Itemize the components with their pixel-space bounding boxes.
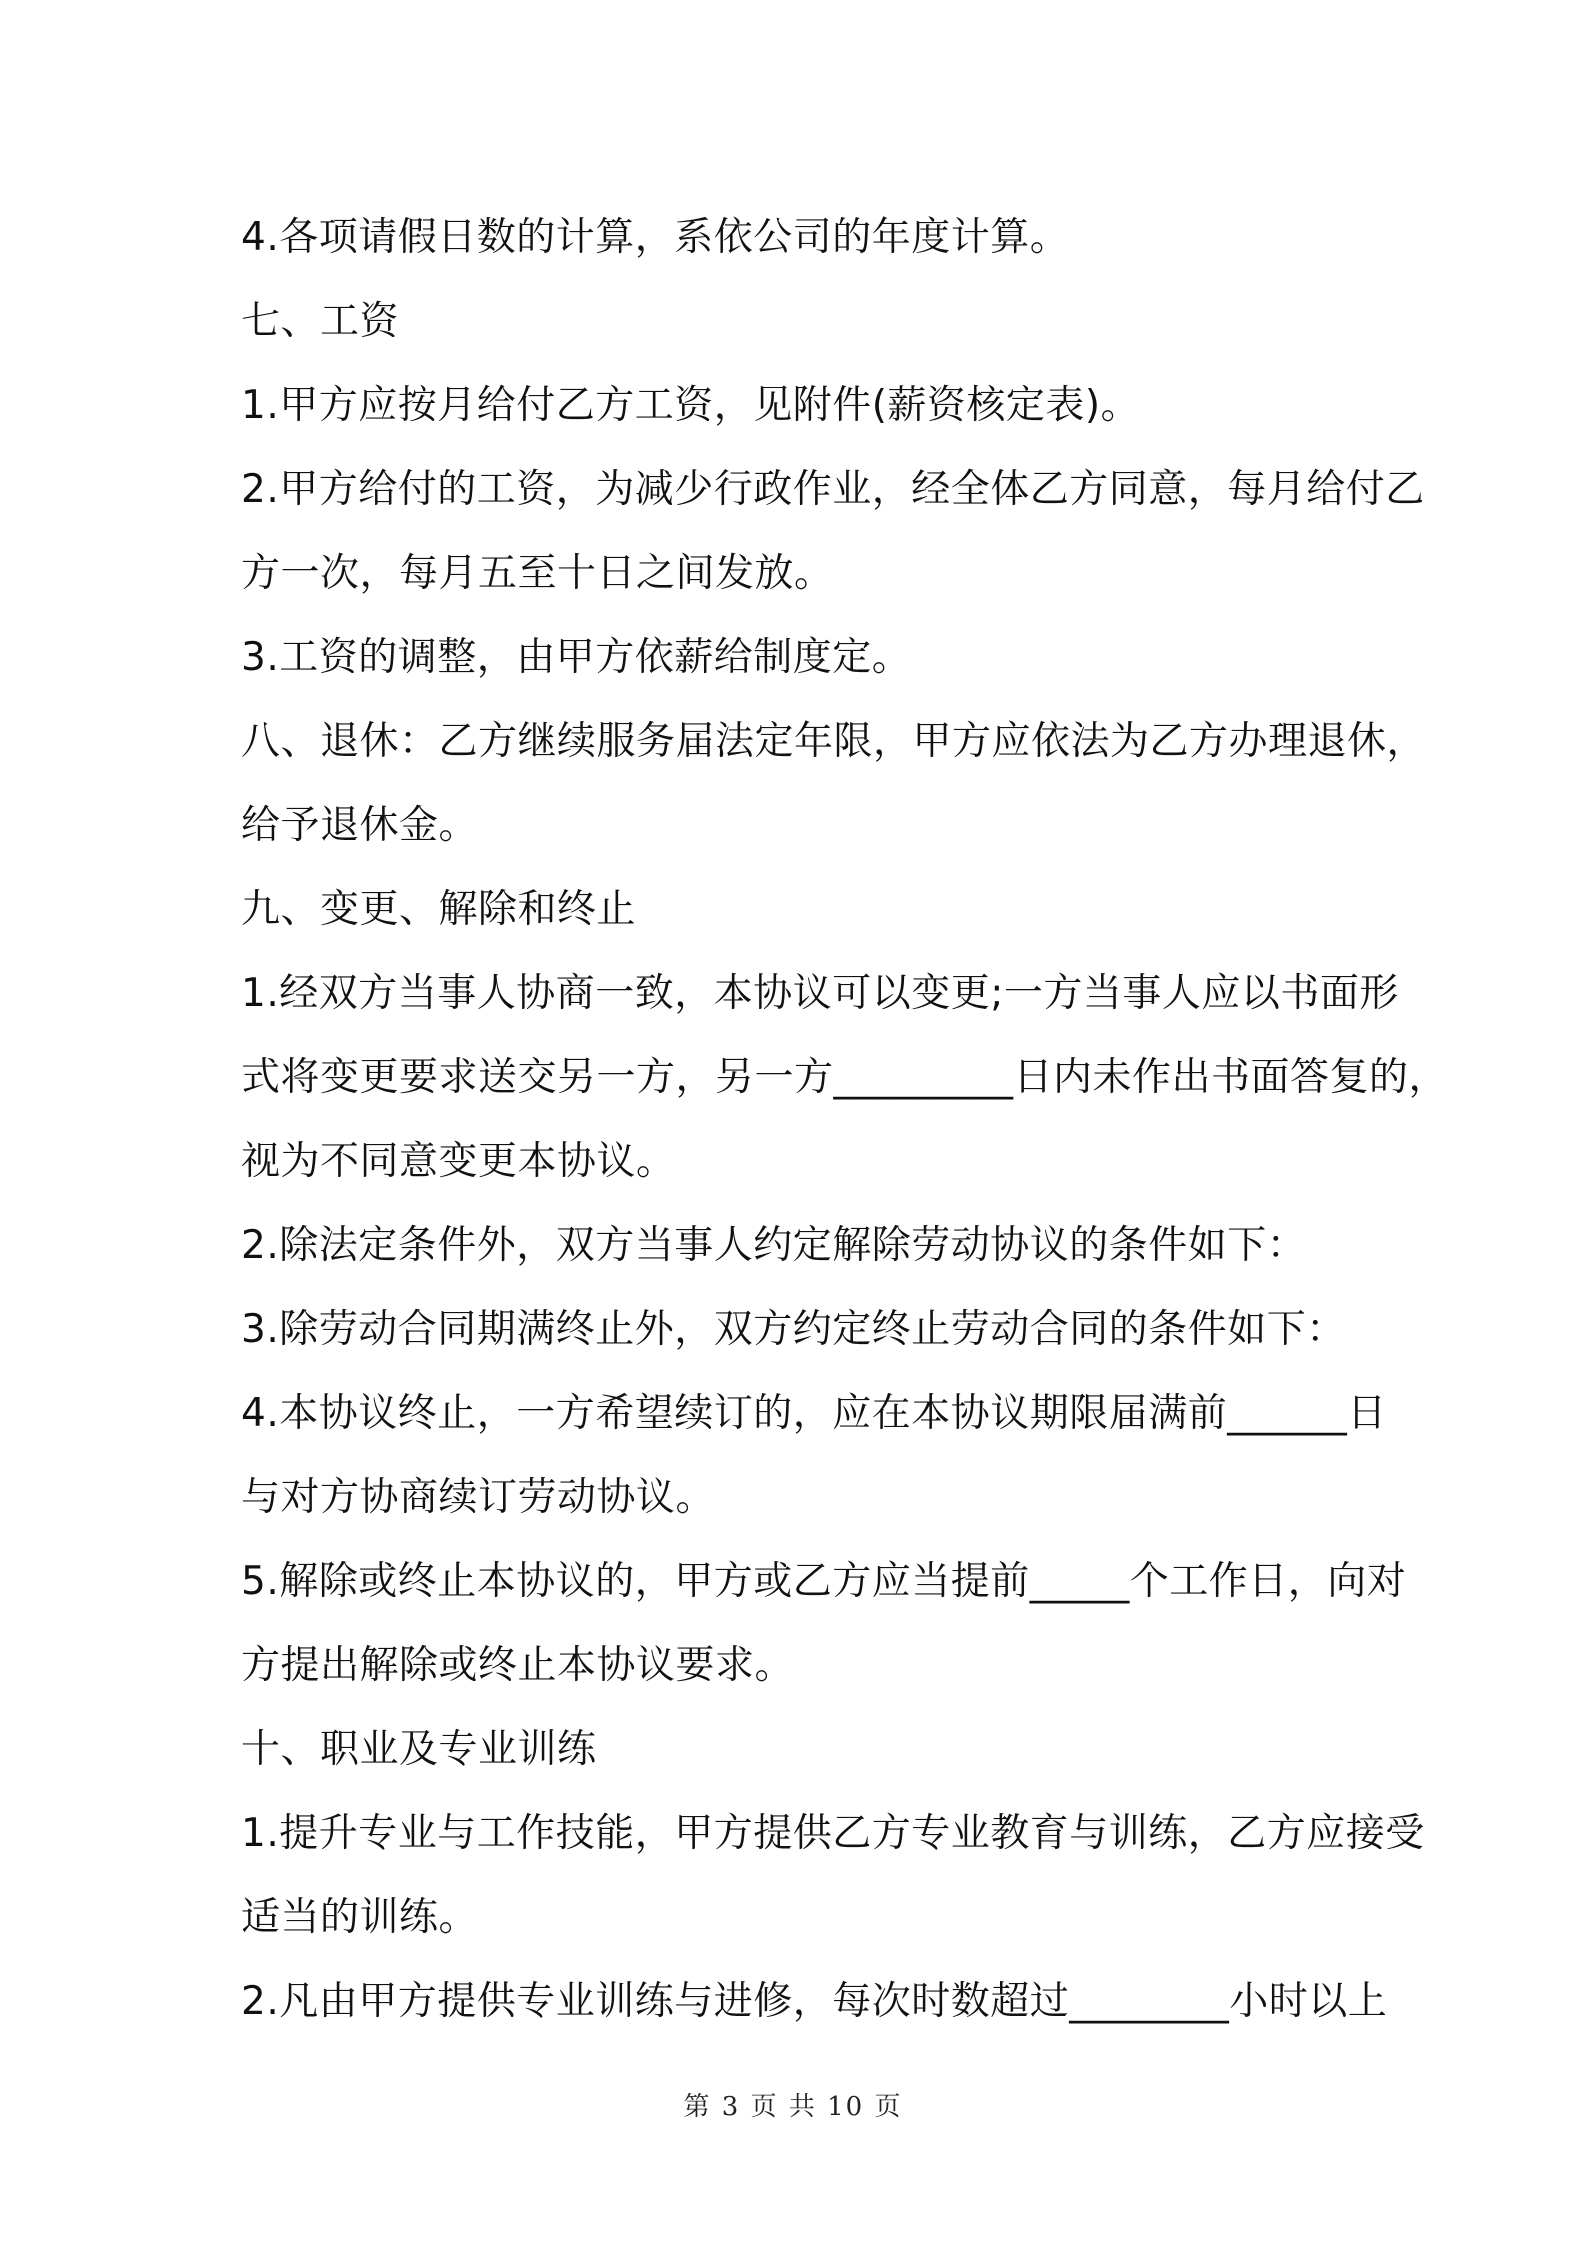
text-line: 与对方协商续订劳动协议。 bbox=[241, 1475, 716, 1520]
text-line: 1.提升专业与工作技能，甲方提供乙方专业教育与训练，乙方应接受 bbox=[241, 1811, 1425, 1856]
page-number-footer: 第 3 页 共 10 页 bbox=[683, 2092, 903, 2122]
text-line: 式将变更要求送交另一方，另一方_________日内未作出书面答复的， bbox=[241, 1055, 1449, 1100]
section-heading-training: 十、职业及专业训练 bbox=[241, 1727, 597, 1772]
text-line: 适当的训练。 bbox=[241, 1895, 479, 1940]
text-line: 2.凡由甲方提供专业训练与进修，每次时数超过________小时以上 bbox=[241, 1979, 1388, 2024]
text-line: 给予退休金。 bbox=[241, 803, 479, 848]
text-line: 4.各项请假日数的计算，系依公司的年度计算。 bbox=[241, 215, 1070, 260]
text-line: 2.除法定条件外，双方当事人约定解除劳动协议的条件如下： bbox=[241, 1223, 1307, 1268]
section-heading-retirement: 八、退休：乙方继续服务届法定年限，甲方应依法为乙方办理退休， bbox=[241, 719, 1427, 764]
section-heading-termination: 九、变更、解除和终止 bbox=[241, 887, 637, 932]
section-heading-wages: 七、工资 bbox=[241, 299, 400, 344]
document-body bbox=[241, 196, 1449, 2044]
text-line: 2.甲方给付的工资，为减少行政作业，经全体乙方同意，每月给付乙 bbox=[241, 467, 1425, 512]
text-line: 3.除劳动合同期满终止外，双方约定终止劳动合同的条件如下： bbox=[241, 1307, 1346, 1352]
text-line: 1.经双方当事人协商一致，本协议可以变更;一方当事人应以书面形 bbox=[241, 971, 1399, 1016]
text-line: 4.本协议终止，一方希望续订的，应在本协议期限届满前______日 bbox=[241, 1391, 1387, 1436]
text-line: 1.甲方应按月给付乙方工资，见附件(薪资核定表)。 bbox=[241, 383, 1141, 428]
text-line: 视为不同意变更本协议。 bbox=[241, 1139, 676, 1184]
text-line: 方提出解除或终止本协议要求。 bbox=[241, 1643, 795, 1688]
text-line: 5.解除或终止本协议的，甲方或乙方应当提前_____个工作日，向对 bbox=[241, 1559, 1407, 1604]
text-line: 3.工资的调整，由甲方依薪给制度定。 bbox=[241, 635, 912, 680]
text-line: 方一次，每月五至十日之间发放。 bbox=[241, 551, 834, 596]
